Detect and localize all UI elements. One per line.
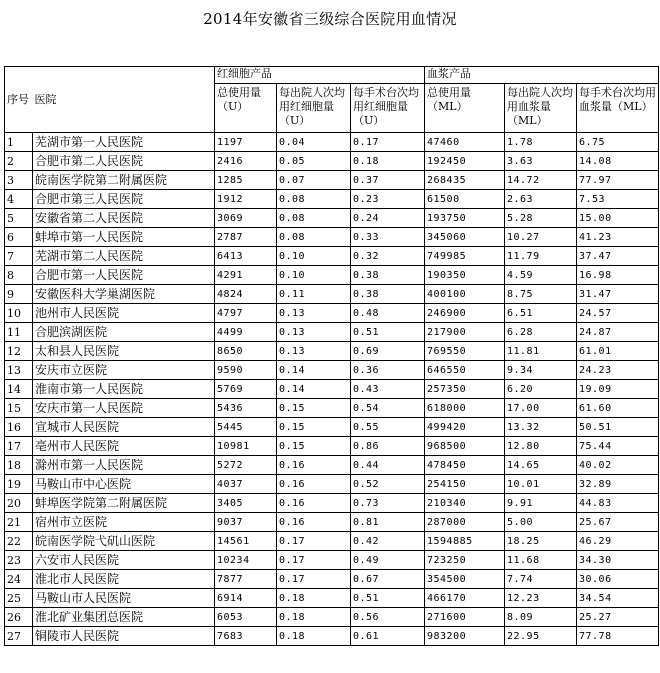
plasma-total-cell: 466170 [425, 589, 505, 608]
rbc-total-cell: 10234 [215, 551, 277, 570]
plasma-per-surgery-cell: 24.57 [577, 304, 659, 323]
header-hospital: 医院 [33, 67, 215, 133]
rbc-per-discharge-cell: 0.05 [277, 152, 351, 171]
rbc-per-surgery-cell: 0.33 [351, 228, 425, 247]
rbc-per-surgery-cell: 0.55 [351, 418, 425, 437]
plasma-per-surgery-cell: 75.44 [577, 437, 659, 456]
row-index: 22 [5, 532, 33, 551]
plasma-total-cell: 271600 [425, 608, 505, 627]
header-rbc-total: 总使用量（U） [215, 84, 277, 133]
rbc-total-cell: 4291 [215, 266, 277, 285]
table-row [5, 418, 659, 437]
plasma-total-cell: 246900 [425, 304, 505, 323]
plasma-per-surgery-cell: 32.89 [577, 475, 659, 494]
plasma-per-surgery-cell: 25.27 [577, 608, 659, 627]
plasma-per-discharge-cell: 1.78 [505, 133, 577, 152]
row-index: 16 [5, 418, 33, 437]
rbc-per-surgery-cell: 0.56 [351, 608, 425, 627]
hospital-name: 皖南医学院弋矶山医院 [33, 532, 215, 551]
plasma-per-discharge-cell: 17.00 [505, 399, 577, 418]
plasma-per-surgery-cell: 77.97 [577, 171, 659, 190]
row-index: 19 [5, 475, 33, 494]
hospital-name: 芜湖市第二人民医院 [33, 247, 215, 266]
plasma-per-surgery-cell: 34.54 [577, 589, 659, 608]
row-index: 9 [5, 285, 33, 304]
plasma-per-discharge-cell: 22.95 [505, 627, 577, 646]
table-row [5, 627, 659, 646]
rbc-per-discharge-cell: 0.10 [277, 266, 351, 285]
header-index: 序号 [5, 67, 33, 133]
hospital-name: 安庆市立医院 [33, 361, 215, 380]
header-rbc-per-surgery: 每手术台次均用红细胞量（U） [351, 84, 425, 133]
rbc-total-cell: 7683 [215, 627, 277, 646]
rbc-per-surgery-cell: 0.44 [351, 456, 425, 475]
table-row [5, 513, 659, 532]
hospital-name: 安徽省第二人民医院 [33, 209, 215, 228]
rbc-per-surgery-cell: 0.48 [351, 304, 425, 323]
rbc-per-surgery-cell: 0.52 [351, 475, 425, 494]
rbc-total-cell: 7877 [215, 570, 277, 589]
plasma-per-discharge-cell: 9.91 [505, 494, 577, 513]
rbc-per-surgery-cell: 0.49 [351, 551, 425, 570]
row-index: 26 [5, 608, 33, 627]
rbc-total-cell: 2787 [215, 228, 277, 247]
row-index: 3 [5, 171, 33, 190]
plasma-per-surgery-cell: 19.09 [577, 380, 659, 399]
plasma-total-cell: 210340 [425, 494, 505, 513]
plasma-per-discharge-cell: 7.74 [505, 570, 577, 589]
plasma-per-discharge-cell: 11.79 [505, 247, 577, 266]
header-plasma-group: 血浆产品 [425, 67, 659, 84]
plasma-per-discharge-cell: 4.59 [505, 266, 577, 285]
rbc-total-cell: 6413 [215, 247, 277, 266]
header-rbc-per-discharge: 每出院人次均用红细胞量（U） [277, 84, 351, 133]
plasma-total-cell: 287000 [425, 513, 505, 532]
plasma-total-cell: 400100 [425, 285, 505, 304]
plasma-per-surgery-cell: 25.67 [577, 513, 659, 532]
rbc-per-discharge-cell: 0.17 [277, 570, 351, 589]
rbc-total-cell: 9590 [215, 361, 277, 380]
row-index: 24 [5, 570, 33, 589]
row-index: 17 [5, 437, 33, 456]
row-index: 11 [5, 323, 33, 342]
hospital-name: 安徽医科大学巢湖医院 [33, 285, 215, 304]
rbc-total-cell: 14561 [215, 532, 277, 551]
row-index: 10 [5, 304, 33, 323]
table-row [5, 247, 659, 266]
plasma-total-cell: 217900 [425, 323, 505, 342]
row-index: 20 [5, 494, 33, 513]
table-header [5, 67, 659, 133]
plasma-per-surgery-cell: 40.02 [577, 456, 659, 475]
plasma-total-cell: 257350 [425, 380, 505, 399]
hospital-name: 宣城市人民医院 [33, 418, 215, 437]
plasma-per-discharge-cell: 18.25 [505, 532, 577, 551]
rbc-total-cell: 5436 [215, 399, 277, 418]
plasma-total-cell: 968500 [425, 437, 505, 456]
rbc-per-discharge-cell: 0.13 [277, 304, 351, 323]
rbc-per-discharge-cell: 0.14 [277, 380, 351, 399]
rbc-per-surgery-cell: 0.51 [351, 589, 425, 608]
rbc-per-discharge-cell: 0.16 [277, 513, 351, 532]
plasma-total-cell: 192450 [425, 152, 505, 171]
plasma-per-discharge-cell: 5.28 [505, 209, 577, 228]
plasma-per-discharge-cell: 3.63 [505, 152, 577, 171]
rbc-total-cell: 4824 [215, 285, 277, 304]
rbc-total-cell: 6053 [215, 608, 277, 627]
table-row [5, 589, 659, 608]
plasma-per-discharge-cell: 8.09 [505, 608, 577, 627]
plasma-total-cell: 193750 [425, 209, 505, 228]
plasma-per-surgery-cell: 77.78 [577, 627, 659, 646]
plasma-per-discharge-cell: 10.27 [505, 228, 577, 247]
hospital-name: 合肥市第一人民医院 [33, 266, 215, 285]
table-row [5, 361, 659, 380]
rbc-per-discharge-cell: 0.15 [277, 418, 351, 437]
plasma-per-surgery-cell: 37.47 [577, 247, 659, 266]
plasma-per-surgery-cell: 61.01 [577, 342, 659, 361]
rbc-per-surgery-cell: 0.38 [351, 266, 425, 285]
plasma-per-surgery-cell: 24.87 [577, 323, 659, 342]
hospital-name: 淮北市人民医院 [33, 570, 215, 589]
hospital-name: 淮南市第一人民医院 [33, 380, 215, 399]
plasma-total-cell: 47460 [425, 133, 505, 152]
plasma-per-surgery-cell: 34.30 [577, 551, 659, 570]
plasma-total-cell: 478450 [425, 456, 505, 475]
rbc-per-surgery-cell: 0.18 [351, 152, 425, 171]
table-row [5, 285, 659, 304]
rbc-per-surgery-cell: 0.38 [351, 285, 425, 304]
table-row [5, 133, 659, 152]
rbc-total-cell: 10981 [215, 437, 277, 456]
hospital-name: 亳州市人民医院 [33, 437, 215, 456]
plasma-total-cell: 268435 [425, 171, 505, 190]
rbc-per-discharge-cell: 0.16 [277, 494, 351, 513]
hospital-name: 池州市人民医院 [33, 304, 215, 323]
rbc-per-surgery-cell: 0.24 [351, 209, 425, 228]
table-row [5, 399, 659, 418]
rbc-total-cell: 1197 [215, 133, 277, 152]
rbc-per-surgery-cell: 0.86 [351, 437, 425, 456]
rbc-per-surgery-cell: 0.32 [351, 247, 425, 266]
rbc-per-discharge-cell: 0.04 [277, 133, 351, 152]
plasma-per-surgery-cell: 30.06 [577, 570, 659, 589]
plasma-per-discharge-cell: 6.28 [505, 323, 577, 342]
plasma-per-discharge-cell: 11.68 [505, 551, 577, 570]
rbc-per-surgery-cell: 0.73 [351, 494, 425, 513]
plasma-per-surgery-cell: 61.60 [577, 399, 659, 418]
row-index: 21 [5, 513, 33, 532]
plasma-per-surgery-cell: 7.53 [577, 190, 659, 209]
rbc-per-discharge-cell: 0.18 [277, 589, 351, 608]
hospital-name: 太和县人民医院 [33, 342, 215, 361]
table-row [5, 608, 659, 627]
plasma-total-cell: 254150 [425, 475, 505, 494]
rbc-per-discharge-cell: 0.13 [277, 323, 351, 342]
rbc-per-discharge-cell: 0.17 [277, 532, 351, 551]
plasma-per-discharge-cell: 14.65 [505, 456, 577, 475]
rbc-total-cell: 1912 [215, 190, 277, 209]
plasma-total-cell: 345060 [425, 228, 505, 247]
rbc-per-discharge-cell: 0.16 [277, 456, 351, 475]
row-index: 2 [5, 152, 33, 171]
hospital-name: 马鞍山市中心医院 [33, 475, 215, 494]
rbc-per-discharge-cell: 0.17 [277, 551, 351, 570]
table-row [5, 551, 659, 570]
rbc-per-discharge-cell: 0.13 [277, 342, 351, 361]
plasma-per-discharge-cell: 9.34 [505, 361, 577, 380]
plasma-total-cell: 499420 [425, 418, 505, 437]
table-row [5, 209, 659, 228]
plasma-per-discharge-cell: 12.80 [505, 437, 577, 456]
row-index: 14 [5, 380, 33, 399]
rbc-per-discharge-cell: 0.11 [277, 285, 351, 304]
rbc-total-cell: 9037 [215, 513, 277, 532]
plasma-per-surgery-cell: 44.83 [577, 494, 659, 513]
rbc-per-discharge-cell: 0.08 [277, 228, 351, 247]
plasma-total-cell: 646550 [425, 361, 505, 380]
hospital-name: 铜陵市人民医院 [33, 627, 215, 646]
hospital-name: 滁州市第一人民医院 [33, 456, 215, 475]
table-body [5, 133, 659, 646]
row-index: 6 [5, 228, 33, 247]
rbc-per-surgery-cell: 0.42 [351, 532, 425, 551]
plasma-total-cell: 61500 [425, 190, 505, 209]
plasma-per-surgery-cell: 14.08 [577, 152, 659, 171]
plasma-per-discharge-cell: 10.01 [505, 475, 577, 494]
rbc-total-cell: 6914 [215, 589, 277, 608]
plasma-total-cell: 769550 [425, 342, 505, 361]
row-index: 25 [5, 589, 33, 608]
hospital-name: 合肥市第二人民医院 [33, 152, 215, 171]
row-index: 27 [5, 627, 33, 646]
plasma-total-cell: 618000 [425, 399, 505, 418]
rbc-per-surgery-cell: 0.69 [351, 342, 425, 361]
plasma-per-surgery-cell: 46.29 [577, 532, 659, 551]
plasma-total-cell: 190350 [425, 266, 505, 285]
plasma-per-surgery-cell: 15.00 [577, 209, 659, 228]
blood-usage-table [4, 66, 659, 646]
table-row [5, 171, 659, 190]
rbc-total-cell: 5445 [215, 418, 277, 437]
row-index: 1 [5, 133, 33, 152]
rbc-per-discharge-cell: 0.08 [277, 209, 351, 228]
rbc-per-surgery-cell: 0.36 [351, 361, 425, 380]
hospital-name: 皖南医学院第二附属医院 [33, 171, 215, 190]
rbc-per-surgery-cell: 0.67 [351, 570, 425, 589]
rbc-total-cell: 5769 [215, 380, 277, 399]
header-rbc-group: 红细胞产品 [215, 67, 425, 84]
hospital-name: 安庆市第一人民医院 [33, 399, 215, 418]
plasma-per-surgery-cell: 24.23 [577, 361, 659, 380]
plasma-per-discharge-cell: 11.81 [505, 342, 577, 361]
hospital-name: 合肥滨湖医院 [33, 323, 215, 342]
table-row [5, 304, 659, 323]
hospital-name: 六安市人民医院 [33, 551, 215, 570]
header-plasma-per-surgery: 每手术台次均用血浆量（ML） [577, 84, 659, 133]
rbc-total-cell: 8650 [215, 342, 277, 361]
plasma-total-cell: 354500 [425, 570, 505, 589]
plasma-per-discharge-cell: 13.32 [505, 418, 577, 437]
plasma-per-discharge-cell: 5.00 [505, 513, 577, 532]
plasma-per-discharge-cell: 2.63 [505, 190, 577, 209]
row-index: 23 [5, 551, 33, 570]
row-index: 13 [5, 361, 33, 380]
rbc-per-discharge-cell: 0.16 [277, 475, 351, 494]
plasma-per-discharge-cell: 12.23 [505, 589, 577, 608]
rbc-per-discharge-cell: 0.18 [277, 608, 351, 627]
rbc-per-discharge-cell: 0.14 [277, 361, 351, 380]
rbc-per-surgery-cell: 0.43 [351, 380, 425, 399]
row-index: 5 [5, 209, 33, 228]
rbc-per-discharge-cell: 0.07 [277, 171, 351, 190]
rbc-per-surgery-cell: 0.54 [351, 399, 425, 418]
plasma-total-cell: 1594885 [425, 532, 505, 551]
plasma-per-discharge-cell: 14.72 [505, 171, 577, 190]
plasma-total-cell: 983200 [425, 627, 505, 646]
rbc-per-discharge-cell: 0.10 [277, 247, 351, 266]
plasma-per-discharge-cell: 8.75 [505, 285, 577, 304]
hospital-name: 宿州市立医院 [33, 513, 215, 532]
table-row [5, 437, 659, 456]
rbc-total-cell: 2416 [215, 152, 277, 171]
table-row [5, 228, 659, 247]
row-index: 8 [5, 266, 33, 285]
hospital-name: 芜湖市第一人民医院 [33, 133, 215, 152]
rbc-per-discharge-cell: 0.08 [277, 190, 351, 209]
plasma-per-discharge-cell: 6.20 [505, 380, 577, 399]
plasma-per-discharge-cell: 6.51 [505, 304, 577, 323]
row-index: 7 [5, 247, 33, 266]
table-row [5, 266, 659, 285]
plasma-total-cell: 723250 [425, 551, 505, 570]
rbc-total-cell: 4797 [215, 304, 277, 323]
hospital-name: 马鞍山市人民医院 [33, 589, 215, 608]
rbc-per-discharge-cell: 0.18 [277, 627, 351, 646]
row-index: 12 [5, 342, 33, 361]
table-row [5, 152, 659, 171]
hospital-name: 蚌埠市第一人民医院 [33, 228, 215, 247]
row-index: 15 [5, 399, 33, 418]
rbc-total-cell: 3069 [215, 209, 277, 228]
header-plasma-total: 总使用量（ML） [425, 84, 505, 133]
table-row [5, 475, 659, 494]
page-title: 2014年安徽省三级综合医院用血情况 [203, 10, 457, 28]
rbc-per-surgery-cell: 0.17 [351, 133, 425, 152]
table-row [5, 380, 659, 399]
row-index: 18 [5, 456, 33, 475]
table-row [5, 190, 659, 209]
rbc-per-surgery-cell: 0.81 [351, 513, 425, 532]
hospital-name: 淮北矿业集团总医院 [33, 608, 215, 627]
rbc-total-cell: 3405 [215, 494, 277, 513]
plasma-per-surgery-cell: 6.75 [577, 133, 659, 152]
rbc-per-discharge-cell: 0.15 [277, 437, 351, 456]
rbc-per-surgery-cell: 0.37 [351, 171, 425, 190]
plasma-per-surgery-cell: 31.47 [577, 285, 659, 304]
rbc-total-cell: 4037 [215, 475, 277, 494]
table-row [5, 342, 659, 361]
plasma-per-surgery-cell: 16.98 [577, 266, 659, 285]
table-row [5, 494, 659, 513]
hospital-name: 蚌埠医学院第二附属医院 [33, 494, 215, 513]
table-row [5, 323, 659, 342]
plasma-total-cell: 749985 [425, 247, 505, 266]
rbc-total-cell: 1285 [215, 171, 277, 190]
plasma-per-surgery-cell: 50.51 [577, 418, 659, 437]
rbc-per-discharge-cell: 0.15 [277, 399, 351, 418]
table-row [5, 532, 659, 551]
table-row [5, 570, 659, 589]
rbc-per-surgery-cell: 0.61 [351, 627, 425, 646]
rbc-per-surgery-cell: 0.23 [351, 190, 425, 209]
header-plasma-per-discharge: 每出院人次均用血浆量（ML） [505, 84, 577, 133]
rbc-total-cell: 5272 [215, 456, 277, 475]
table-row [5, 456, 659, 475]
hospital-name: 合肥市第三人民医院 [33, 190, 215, 209]
rbc-total-cell: 4499 [215, 323, 277, 342]
rbc-per-surgery-cell: 0.51 [351, 323, 425, 342]
row-index: 4 [5, 190, 33, 209]
plasma-per-surgery-cell: 41.23 [577, 228, 659, 247]
